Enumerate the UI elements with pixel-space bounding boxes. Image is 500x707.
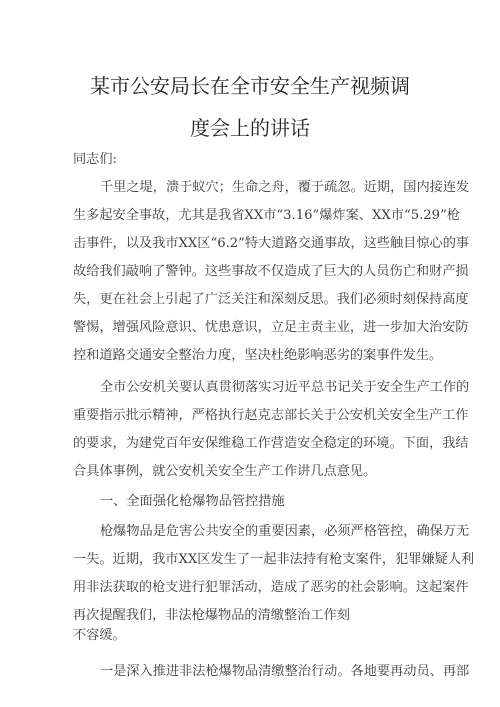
paragraph-line: 重要指示批示精神，严格执行赵克志部长关于公安机关安全生产工作 xyxy=(73,408,469,423)
paragraph-line: 生多起安全事故，尤其是我省XX市“3.16”爆炸案、XX市“5.29”枪 xyxy=(73,208,460,223)
paragraph-line: 的要求，为建党百年安保维稳工作营造安全稳定的环境。下面，我结 xyxy=(73,436,469,451)
paragraph-line: 失，更在社会上引起了广泛关注和深刻反思。我们必须时刻保持高度 xyxy=(73,292,469,307)
section-heading: 一、全面强化枪爆物品管控措施 xyxy=(100,494,285,509)
paragraph-line: 合具体事例，就公安机关安全生产工作讲几点意见。 xyxy=(73,464,377,479)
paragraph-line: 控和道路交通安全整治力度，坚决杜绝影响恶劣的案事件发生。 xyxy=(73,348,443,363)
paragraph-line: 击事件，以及我市XX区“6.2”特大道路交通事故，这些触目惊心的事 xyxy=(73,236,470,251)
paragraph-line: 枪爆物品是危害公共安全的重要因素，必须严格管控，确保万无 xyxy=(100,524,470,539)
salutation: 同志们: xyxy=(73,152,118,167)
document-title-line-1: 某市公安局长在全市安全生产视频调 xyxy=(90,74,410,98)
paragraph-line: 一是深入推进非法枪爆物品清缴整治行动。各地要再动员、再部 xyxy=(100,664,470,679)
paragraph-line: 再次提醒我们，非法枪爆物品的清缴整治工作刻 xyxy=(73,608,350,623)
document-title-line-2: 度会上的讲话 xyxy=(190,116,310,140)
paragraph-line: 千里之堤，溃于蚁穴；生命之舟，覆于疏忽。近期，国内接连发 xyxy=(100,180,470,195)
paragraph-line: 全市公安机关要认真贯彻落实习近平总书记关于安全生产工作的 xyxy=(100,380,470,395)
paragraph-line: 一失。近期，我市XX区发生了一起非法持有枪支案件，犯罪嫌疑人利 xyxy=(73,552,475,567)
paragraph-line: 故给我们敲响了警钟。这些事故不仅造成了巨大的人员伤亡和财产损 xyxy=(73,264,469,279)
paragraph-line: 警惕，增强风险意识、忧患意识，立足主责主业，进一步加大治安防 xyxy=(73,320,469,335)
paragraph-line: 不容缓。 xyxy=(73,628,126,643)
paragraph-line: 用非法获取的枪支进行犯罪活动，造成了恶劣的社会影响。这起案件 xyxy=(73,580,469,595)
